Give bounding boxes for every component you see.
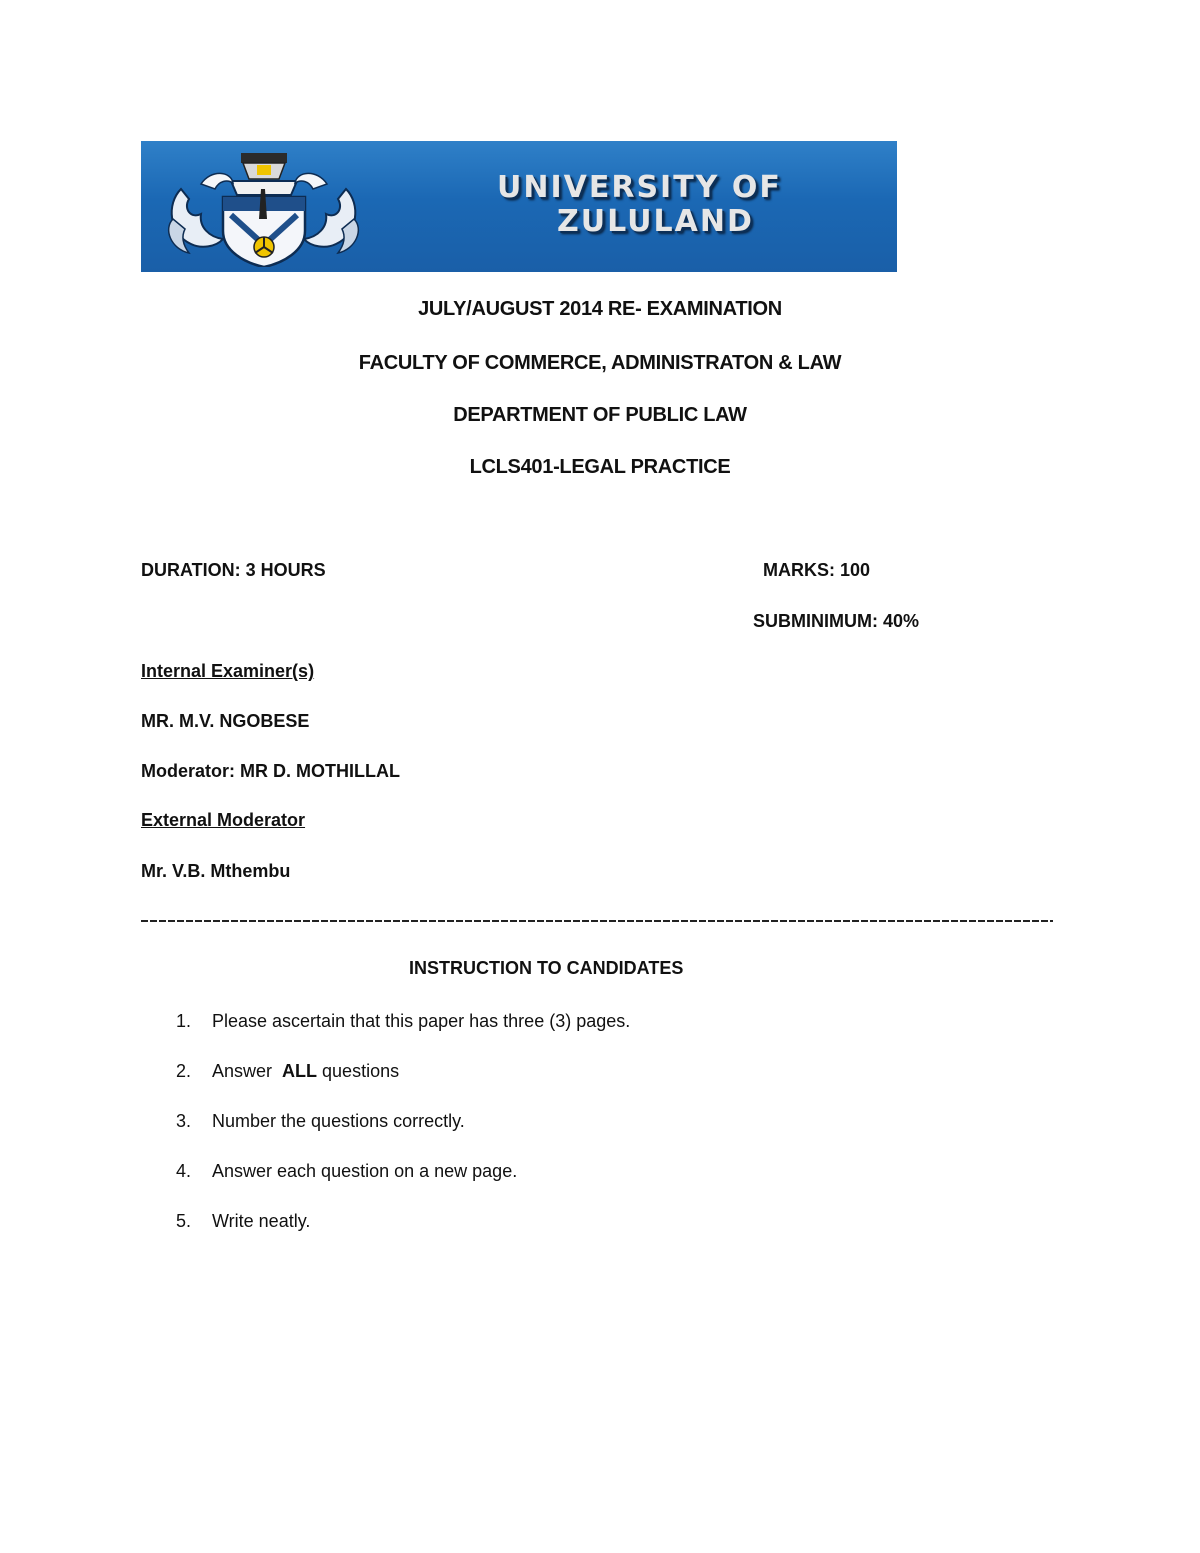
duration-label: DURATION: 3 HOURS bbox=[141, 560, 326, 580]
coat-of-arms-icon bbox=[161, 149, 491, 267]
list-item bbox=[176, 1108, 630, 1158]
exam-title: JULY/AUGUST 2014 RE- EXAMINATION bbox=[418, 298, 782, 320]
dashed-divider bbox=[141, 912, 1053, 926]
banner-title-line1: UNIVERSITY OF bbox=[497, 170, 782, 205]
list-item bbox=[176, 1058, 630, 1108]
list-item-text: Please ascertain that this paper has three (3) pages. bbox=[212, 1011, 631, 1031]
subminimum-label: SUBMINIMUM: 40% bbox=[753, 611, 920, 631]
list-item-number: 4. bbox=[176, 1161, 192, 1181]
module-title: LCLS401-LEGAL PRACTICE bbox=[469, 456, 731, 478]
list-item-text: Answer bbox=[212, 1061, 283, 1081]
faculty-title: FACULTY OF COMMERCE, ADMINISTRATON & LAW bbox=[358, 352, 842, 374]
banner-title bbox=[497, 171, 782, 239]
external-moderator-name: Mr. V.B. Mthembu bbox=[141, 861, 291, 881]
list-item bbox=[176, 1158, 630, 1208]
list-item-number: 3. bbox=[176, 1111, 192, 1131]
moderator-name: Moderator: MR D. MOTHILLAL bbox=[141, 761, 400, 781]
instructions-list bbox=[176, 1008, 630, 1258]
list-item-number: 2. bbox=[176, 1061, 192, 1081]
marks-label: MARKS: 100 bbox=[763, 560, 871, 580]
department-title: DEPARTMENT OF PUBLIC LAW bbox=[453, 404, 747, 426]
list-item bbox=[176, 1208, 630, 1258]
university-banner bbox=[141, 141, 897, 272]
list-item-text: Number the questions correctly. bbox=[212, 1111, 465, 1131]
external-moderator-heading: External Moderator bbox=[141, 810, 306, 830]
internal-examiner-name: MR. M.V. NGOBESE bbox=[141, 711, 310, 731]
list-item-text-after: questions bbox=[317, 1061, 400, 1081]
internal-examiners-heading: Internal Examiner(s) bbox=[141, 661, 315, 681]
list-item-number: 5. bbox=[176, 1211, 192, 1231]
list-item-text: Answer each question on a new page. bbox=[212, 1161, 518, 1181]
instructions-title: INSTRUCTION TO CANDIDATES bbox=[409, 958, 684, 978]
list-item-emphasis: ALL bbox=[282, 1061, 318, 1081]
list-item-number: 1. bbox=[176, 1011, 192, 1031]
banner-title-line2: ZULULAND bbox=[557, 204, 754, 239]
list-item-text: Write neatly. bbox=[212, 1211, 311, 1231]
list-item bbox=[176, 1008, 630, 1058]
